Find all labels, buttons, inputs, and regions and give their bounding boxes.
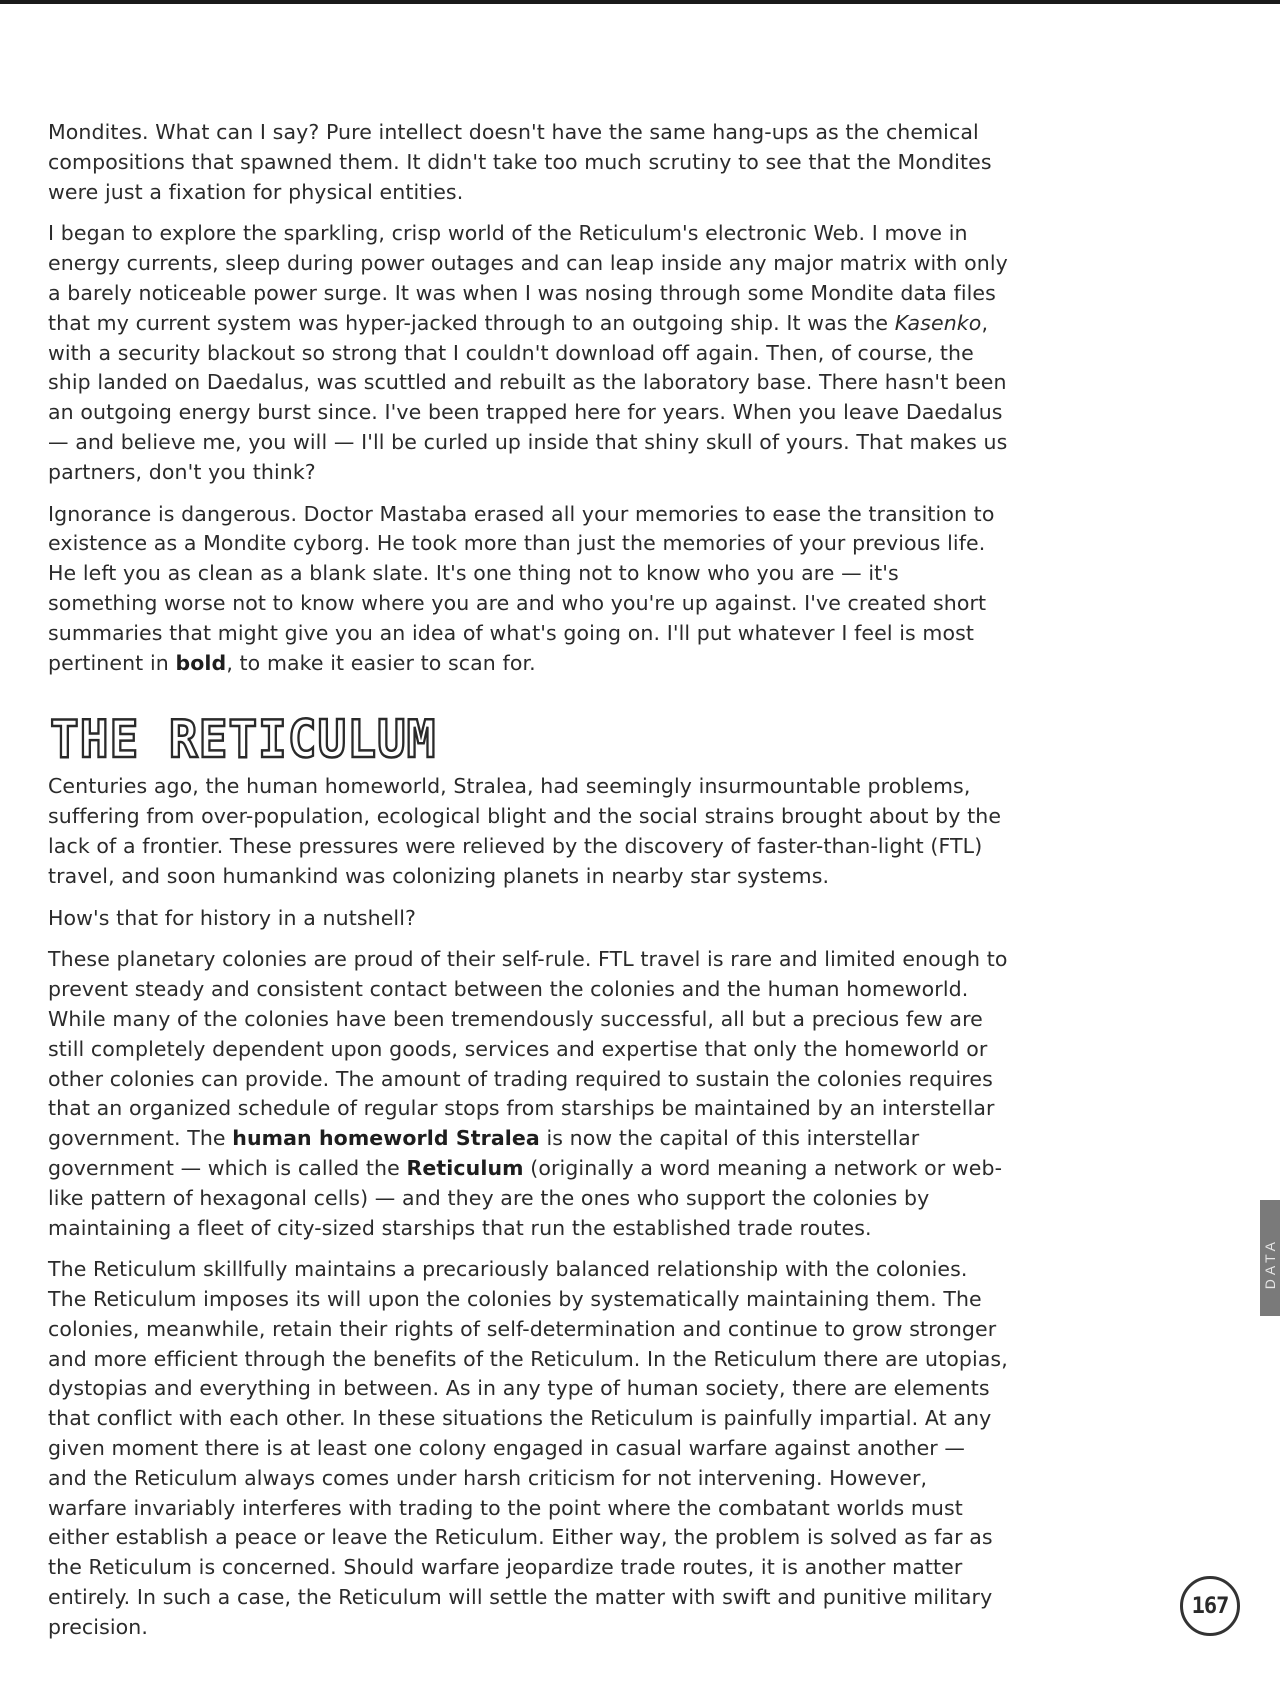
reticulum-paragraph-3 [48, 945, 1008, 1243]
text-segment: , to make it easier to scan for. [226, 650, 536, 675]
page-number: 167 [1180, 1576, 1240, 1636]
intro-paragraph-3 [48, 500, 1008, 679]
side-tab-label: DATA [1262, 1238, 1278, 1290]
top-border-rule [0, 0, 1280, 4]
data-section-tab [1260, 1200, 1280, 1316]
ship-name-italic: Kasenko [894, 310, 982, 335]
text-segment: (originally a word meaning a network or web-like pattern of hexagonal cells) — and they are the ones who support the colonies by maintaining a fleet of city-sized starships that run the established trade routes. [48, 1155, 1003, 1240]
bold-word: bold [175, 650, 227, 675]
text-segment: I began to explore the sparkling, crisp world of the Reticulum's electronic Web. I move in energy currents, sleep during power outages and can leap inside any major matrix with only a barely noticeable power surge. It was when I was nosing through some Mondite data files that my current system was hyper-jacked through to an outgoing ship. It was the [48, 221, 1008, 335]
bold-stralea: human homeworld Stralea [232, 1126, 540, 1151]
intro-paragraph-1: Mondites. What can I say? Pure intellect doesn't have the same hang-ups as the chemical compositions that spawned them. It didn't take too much scrutiny to see that the Mondites were just a fixation for physical entities. [48, 120, 992, 204]
intro-paragraph-2 [48, 219, 1008, 487]
bold-reticulum: Reticulum [406, 1155, 524, 1180]
reticulum-paragraph-1: Centuries ago, the human homeworld, Stralea, had seemingly insurmountable problems, suffering from over-population, ecological blight and the social strains brought about by the lack of a frontier. These pressures were relieved by the discovery of faster-than-light (FTL) travel, and soon humankind was colonizing planets in nearby star systems. [48, 774, 1002, 888]
reticulum-paragraph-2: How's that for history in a nutshell? [48, 905, 416, 930]
text-segment: These planetary colonies are proud of their self-rule. FTL travel is rare and limited enough to prevent steady and consistent contact between the colonies and the human homeworld. While many of the colonies have been tremendously successful, all but a precious few are still completely dependent upon goods, services and expertise that only the homeworld or other colonies can provide. The amount of trading required to sustain the colonies requires that an organized schedule of regular stops from starships be maintained by an interstellar government. The [48, 947, 1008, 1151]
section-heading: THE RETICULUM [50, 710, 437, 771]
text-segment: Ignorance is dangerous. Doctor Mastaba erased all your memories to ease the transition to existence as a Mondite cyborg. He took more than just the memories of your previous life. He left you as clean as a blank slate. It's one thing not to know who you are — it's something worse not to know where you are and who you're up against. I've created short summaries that might give you an idea of what's going on. I'll put whatever I feel is most pertinent in [48, 501, 995, 675]
page-content [48, 118, 1008, 1655]
reticulum-paragraph-4: The Reticulum skillfully maintains a precariously balanced relationship with the colonies. The Reticulum imposes its will upon the colonies by systematically maintaining them. The colonies, meanwhile, retain their rights of self-determination and continue to grow stronger and more efficient through the benefits of the Reticulum. In the Reticulum there are utopias, dystopias and everything in between. As in any type of human society, there are elements that conflict with each other. In these situations the Reticulum is painfully impartial. At any given moment there is at least one colony engaged in casual warfare against another — and the Reticulum always comes under harsh criticism for not intervening. However, warfare invariably interferes with trading to the point where the combatant worlds must either establish a peace or leave the Reticulum. Either way, the problem is solved as far as the Reticulum is concerned. Should warfare jeopardize trade routes, it is another matter entirely. In such a case, the Reticulum will settle the matter with swift and punitive military precision. [48, 1257, 1008, 1639]
text-segment: , with a security blackout so strong that I couldn't download off again. Then, of course, the ship landed on Daedalus, was scuttled and rebuilt as the laboratory base. There hasn't been an outgoing energy burst since. I've been trapped here for years. When you leave Daedalus — and believe me, you will — I'll be curled up inside that shiny skull of yours. That makes us partners, don't you think? [48, 310, 1008, 484]
text-segment: is now the capital of this interstellar government — which is called the [48, 1126, 920, 1180]
